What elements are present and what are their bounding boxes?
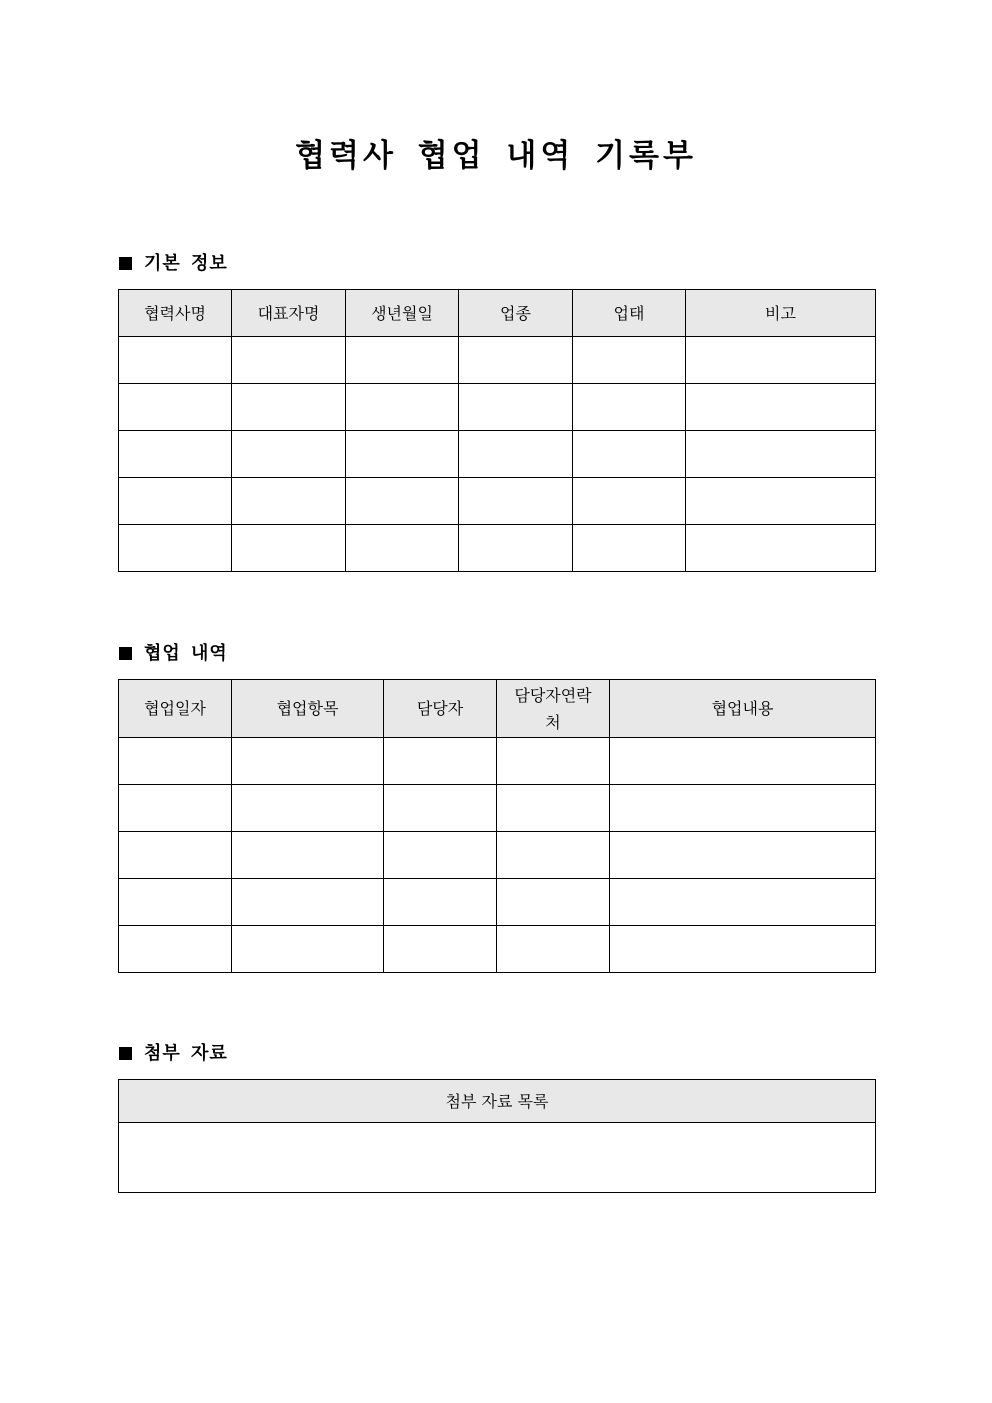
- table-cell[interactable]: [459, 337, 573, 384]
- table-row: [119, 879, 876, 926]
- table-cell[interactable]: [610, 785, 876, 832]
- column-header-industry: 업종: [459, 290, 573, 337]
- table-cell[interactable]: [497, 785, 610, 832]
- table-cell[interactable]: [610, 832, 876, 879]
- table-cell[interactable]: [497, 832, 610, 879]
- table-cell[interactable]: [119, 478, 232, 525]
- table-cell[interactable]: [384, 738, 497, 785]
- table-cell[interactable]: [459, 525, 573, 572]
- page-title: 협력사 협업 내역 기록부: [295, 138, 697, 174]
- table-cell[interactable]: [384, 879, 497, 926]
- table-cell[interactable]: [232, 478, 346, 525]
- table-cell[interactable]: [497, 926, 610, 973]
- section-heading-label: 협업 내역: [144, 643, 228, 664]
- table-cell[interactable]: [232, 384, 346, 431]
- table-cell[interactable]: [459, 384, 573, 431]
- table-cell[interactable]: [573, 384, 686, 431]
- table-header-row: [119, 290, 876, 337]
- column-header-business-type: 업태: [573, 290, 686, 337]
- column-header-representative-name: 대표자명: [232, 290, 346, 337]
- table-cell[interactable]: [384, 832, 497, 879]
- table-cell[interactable]: [232, 926, 384, 973]
- table-cell[interactable]: [573, 478, 686, 525]
- table-cell[interactable]: [232, 431, 346, 478]
- table-cell[interactable]: [384, 926, 497, 973]
- table-cell[interactable]: [346, 431, 459, 478]
- table-cell[interactable]: [232, 785, 384, 832]
- table-cell[interactable]: [119, 879, 232, 926]
- table-cell[interactable]: [119, 431, 232, 478]
- table-row: [119, 832, 876, 879]
- table-cell[interactable]: [232, 832, 384, 879]
- table-row: [119, 525, 876, 572]
- column-header-attachment-list: 첨부 자료 목록: [119, 1080, 876, 1123]
- table-cell[interactable]: [119, 337, 232, 384]
- column-header-collab-item: 협업항목: [232, 680, 384, 738]
- basic-info-table: [118, 289, 876, 572]
- collaboration-table: [118, 679, 876, 973]
- table-cell[interactable]: [610, 879, 876, 926]
- table-cell[interactable]: [346, 525, 459, 572]
- column-header-manager-contact: 담당자연락처: [497, 680, 610, 738]
- table-row: [119, 478, 876, 525]
- table-row: [119, 337, 876, 384]
- table-cell[interactable]: [232, 525, 346, 572]
- section-heading-label: 첨부 자료: [144, 1043, 228, 1064]
- table-cell[interactable]: [119, 926, 232, 973]
- section-heading-collaboration: [119, 641, 228, 667]
- table-cell[interactable]: [232, 738, 384, 785]
- table-row: [119, 738, 876, 785]
- column-header-birth-date: 생년월일: [346, 290, 459, 337]
- column-header-collab-content: 협업내용: [610, 680, 876, 738]
- table-row: [119, 785, 876, 832]
- table-row: [119, 926, 876, 973]
- square-bullet-icon: [119, 647, 132, 660]
- table-cell[interactable]: [384, 785, 497, 832]
- table-cell[interactable]: [497, 738, 610, 785]
- table-cell[interactable]: [119, 1123, 876, 1193]
- table-row: [119, 1123, 876, 1193]
- attachments-table: [118, 1079, 876, 1193]
- table-cell[interactable]: [497, 879, 610, 926]
- table-row: [119, 431, 876, 478]
- table-cell[interactable]: [686, 384, 876, 431]
- section-heading-basic-info: [119, 251, 228, 277]
- table-cell[interactable]: [232, 879, 384, 926]
- table-header-row: [119, 680, 876, 738]
- table-cell[interactable]: [686, 337, 876, 384]
- table-cell[interactable]: [610, 738, 876, 785]
- table-cell[interactable]: [686, 525, 876, 572]
- column-header-partner-name: 협력사명: [119, 290, 232, 337]
- table-cell[interactable]: [119, 525, 232, 572]
- table-cell[interactable]: [346, 478, 459, 525]
- table-cell[interactable]: [686, 478, 876, 525]
- section-heading-label: 기본 정보: [144, 253, 228, 274]
- square-bullet-icon: [119, 1047, 132, 1060]
- table-cell[interactable]: [686, 431, 876, 478]
- column-header-remarks: 비고: [686, 290, 876, 337]
- table-row: [119, 384, 876, 431]
- table-cell[interactable]: [119, 785, 232, 832]
- table-header-row: [119, 1080, 876, 1123]
- table-cell[interactable]: [573, 337, 686, 384]
- column-header-collab-date: 협업일자: [119, 680, 232, 738]
- table-cell[interactable]: [573, 525, 686, 572]
- table-cell[interactable]: [232, 337, 346, 384]
- table-cell[interactable]: [346, 384, 459, 431]
- table-cell[interactable]: [459, 431, 573, 478]
- column-header-manager: 담당자: [384, 680, 497, 738]
- table-cell[interactable]: [119, 738, 232, 785]
- square-bullet-icon: [119, 257, 132, 270]
- table-cell[interactable]: [119, 832, 232, 879]
- table-cell[interactable]: [119, 384, 232, 431]
- section-heading-attachments: [119, 1041, 228, 1067]
- table-cell[interactable]: [610, 926, 876, 973]
- table-cell[interactable]: [573, 431, 686, 478]
- table-cell[interactable]: [459, 478, 573, 525]
- table-cell[interactable]: [346, 337, 459, 384]
